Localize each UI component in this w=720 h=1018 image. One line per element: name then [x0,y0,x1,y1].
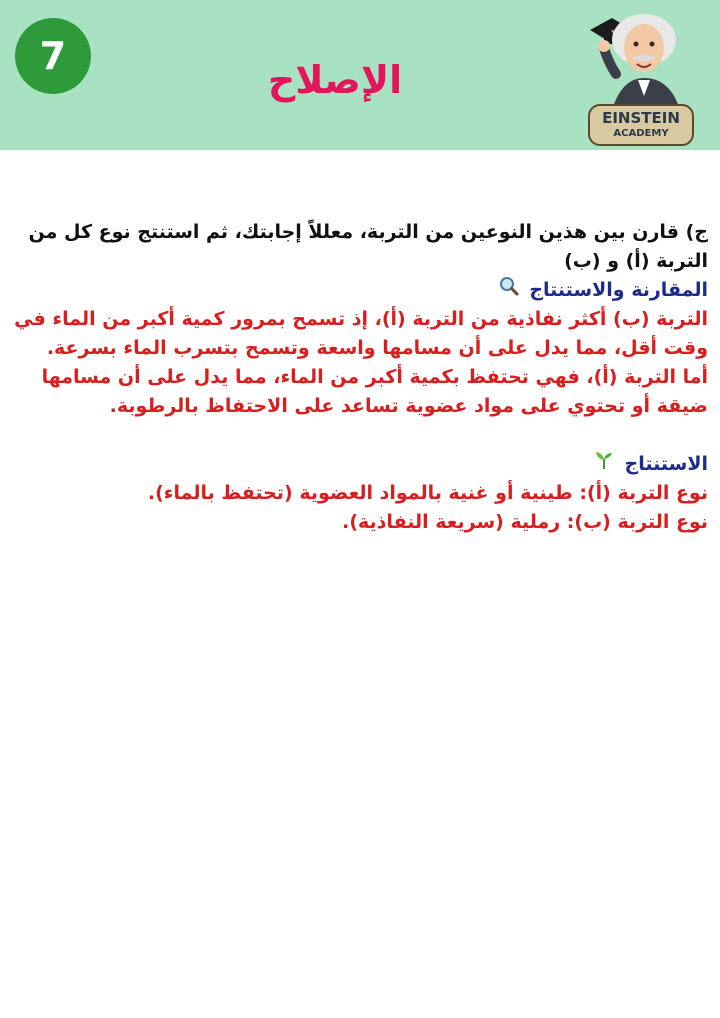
page-number-badge: 7 [15,18,91,94]
comparison-line-4: ضيقة أو تحتوي على مواد عضوية تساعد على الاحتفاظ بالرطوبة. [109,395,708,417]
comparison-line-3: أما التربة (أ)، فهي تحتفظ بكمية أكبر من الماء، مما يدل على أن مسامها [41,366,708,388]
seedling-icon [594,450,614,479]
conclusion-line-2: نوع التربة (ب): رملية (سريعة النفاذية). [342,511,708,533]
header-banner [0,0,720,150]
academy-badge [588,104,694,146]
page-title: الإصلاح [267,58,403,102]
question-line-1: ج) قارن بين هذين النوعين من التربة، معللاً إجابتك، ثم استنتج نوع كل من [28,221,708,243]
einstein-mascot-icon [582,0,702,110]
section-spacer [8,421,708,450]
magnifier-icon [499,276,519,305]
content-body [8,218,708,537]
conclusion-heading [8,450,708,479]
einstein-academy-logo [582,0,702,150]
conclusion-line-1: نوع التربة (أ): طينية أو غنية بالمواد العضوية (تحتفظ بالماء). [147,482,708,504]
comparison-heading-text: المقارنة والاستنتاج [529,279,708,301]
conclusion-heading-text: الاستنتاج [624,453,708,475]
comparison-heading [8,276,708,305]
comparison-line-1: التربة (ب) أكثر نفاذية من التربة (أ)، إذ تسمح بمرور كمية أكبر من الماء في [14,308,708,330]
logo-text-einstein: EINSTEIN [602,109,680,127]
question-line-2: التربة (أ) و (ب) [564,250,708,272]
logo-text-academy: ACADEMY [613,128,669,139]
comparison-line-2: وقت أقل، مما يدل على أن مسامها واسعة وتسمح بتسرب الماء بسرعة. [46,337,708,359]
